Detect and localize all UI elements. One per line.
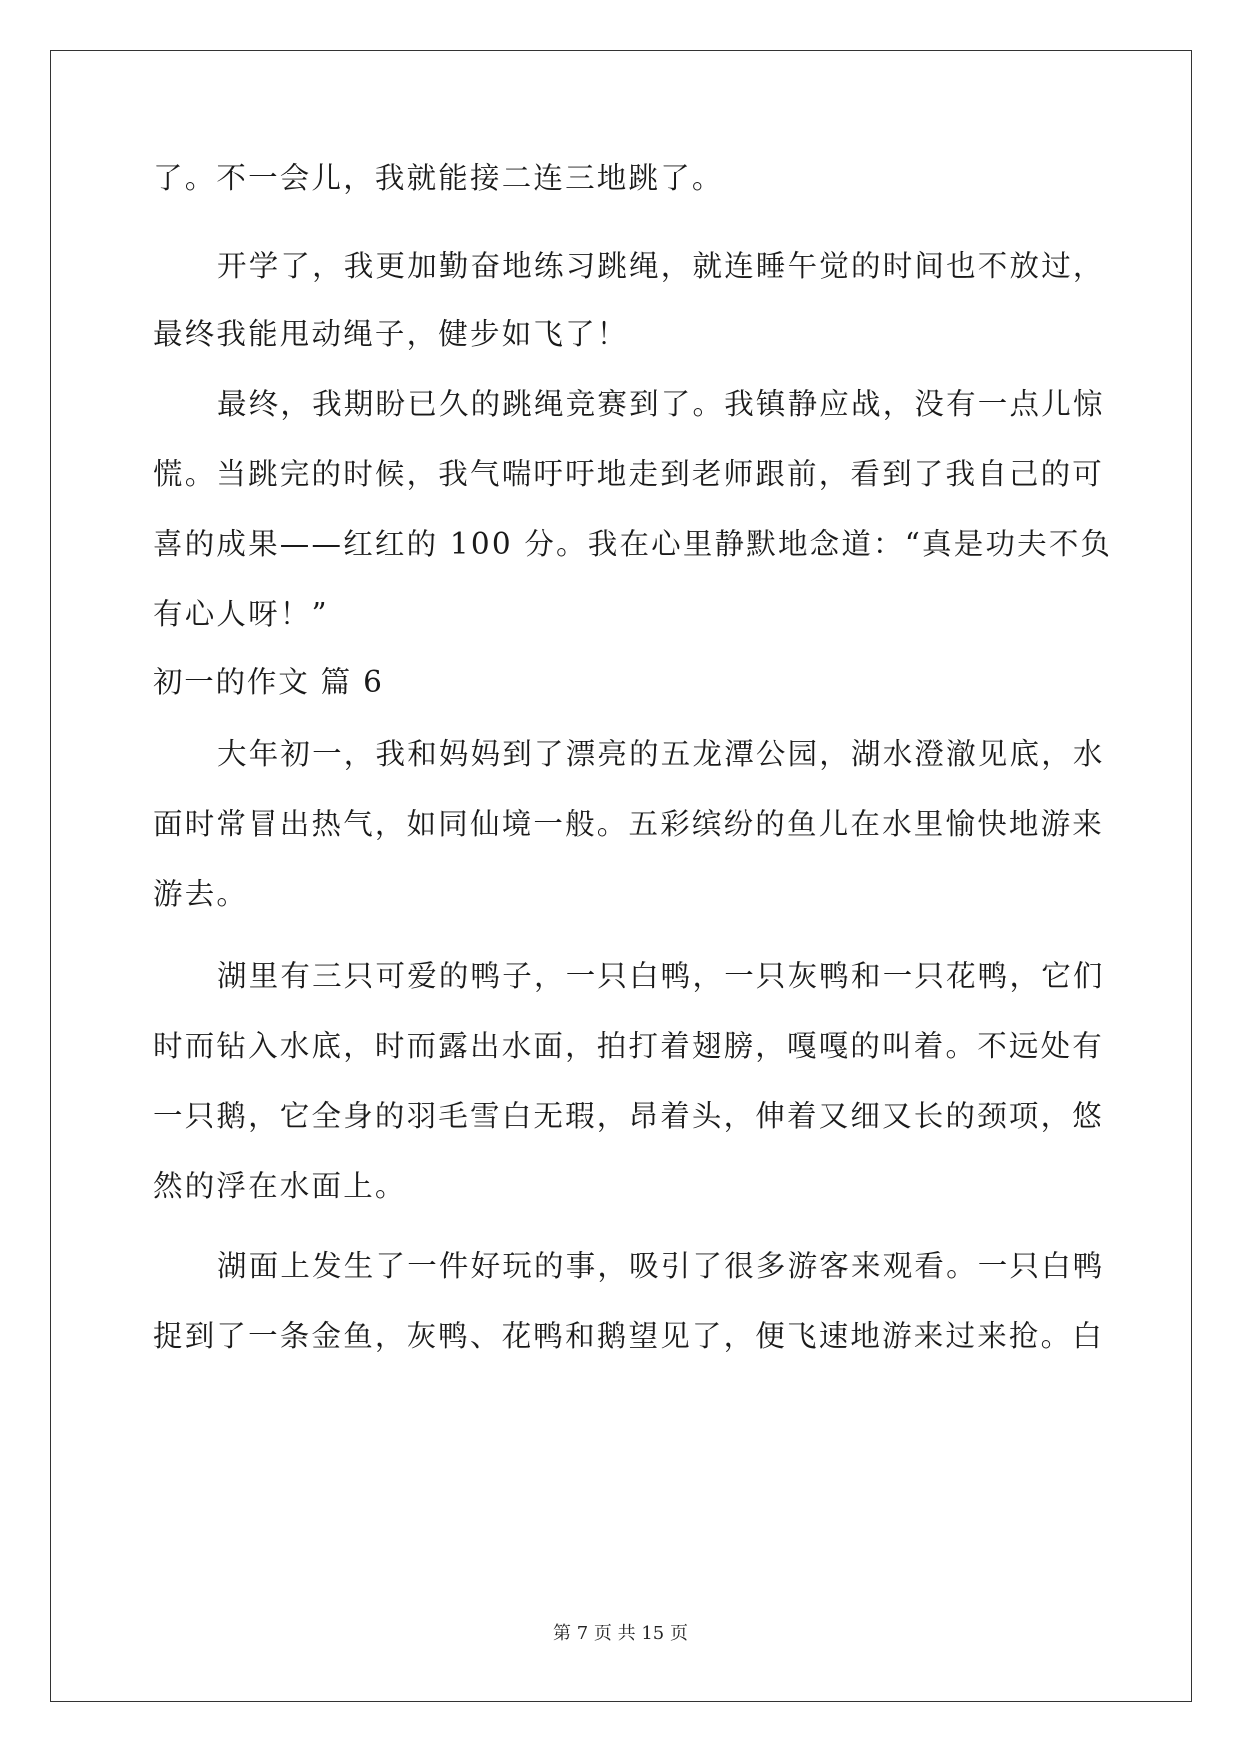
text-line: 最终我能甩动绳子，健步如飞了！: [153, 317, 629, 351]
text-line: 有心人呀！”: [153, 597, 329, 631]
text-line: 捉到了一条金鱼，灰鸭、花鸭和鹅望见了，便飞速地游来过来抢。白: [153, 1319, 1105, 1353]
text-line: 面时常冒出热气，如同仙境一般。五彩缤纷的鱼儿在水里愉快地游来: [153, 807, 1105, 841]
text-line: 然的浮在水面上。: [153, 1169, 407, 1203]
text-line: 游去。: [153, 877, 249, 911]
paragraph-first-line: 大年初一，我和妈妈到了漂亮的五龙潭公园，湖水澄澈见底，水: [217, 737, 1105, 771]
paragraph-first-line: 最终，我期盼已久的跳绳竞赛到了。我镇静应战，没有一点儿惊: [217, 387, 1105, 421]
text-line: 了。不一会儿，我就能接二连三地跳了。: [153, 161, 724, 195]
section-heading: 初一的作文 篇 6: [153, 665, 384, 699]
text-line: 时而钻入水底，时而露出水面，拍打着翅膀，嘎嘎的叫着。不远处有: [153, 1029, 1105, 1063]
paragraph-first-line: 湖里有三只可爱的鸭子，一只白鸭，一只灰鸭和一只花鸭，它们: [217, 959, 1105, 993]
paragraph-first-line: 湖面上发生了一件好玩的事，吸引了很多游客来观看。一只白鸭: [217, 1249, 1105, 1283]
text-line: 一只鹅，它全身的羽毛雪白无瑕，昂着头，伸着又细又长的颈项，悠: [153, 1099, 1105, 1133]
text-line: 慌。当跳完的时候，我气喘吁吁地走到老师跟前，看到了我自己的可: [153, 457, 1105, 491]
paragraph-first-line: 开学了，我更加勤奋地练习跳绳，就连睡午觉的时间也不放过，: [217, 249, 1105, 283]
text-line: 喜的成果——红红的 100 分。我在心里静默地念道：“真是功夫不负: [153, 527, 1113, 561]
page-number-footer: 第 7 页 共 15 页: [553, 1623, 688, 1644]
